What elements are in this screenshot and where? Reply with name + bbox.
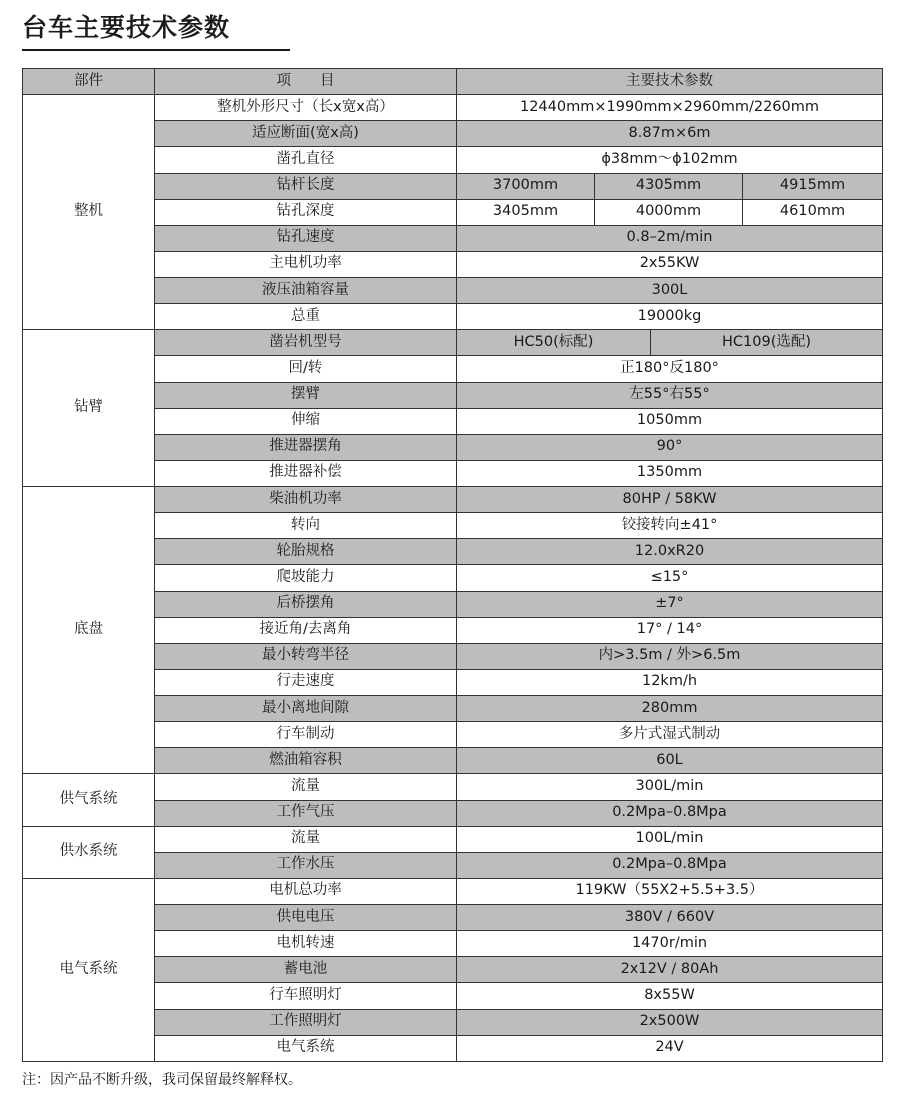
item-cell: 总重 xyxy=(155,304,457,330)
item-cell: 最小转弯半径 xyxy=(155,643,457,669)
table-row xyxy=(23,878,883,904)
item-cell: 后桥摆角 xyxy=(155,591,457,617)
item-cell: 行车制动 xyxy=(155,722,457,748)
item-cell: 工作照明灯 xyxy=(155,1009,457,1035)
title-underline xyxy=(22,49,290,51)
value-cell: 2x12V / 80Ah xyxy=(457,957,883,983)
value-cell: 280mm xyxy=(457,696,883,722)
page-title: 台车主要技术参数 xyxy=(22,13,231,42)
value-cell: 12.0xR20 xyxy=(457,539,883,565)
item-cell: 转向 xyxy=(155,513,457,539)
value-subcell: 3700mm xyxy=(492,177,559,194)
item-cell: 接近角/去离角 xyxy=(155,617,457,643)
value-subcell: 4000mm xyxy=(594,200,742,225)
item-cell: 凿岩机型号 xyxy=(155,330,457,356)
value-cell xyxy=(457,199,883,225)
value-cell: 80HP / 58KW xyxy=(457,487,883,513)
table-row xyxy=(23,95,883,121)
value-cell: 100L/min xyxy=(457,826,883,852)
header-value: 主要技术参数 xyxy=(457,69,883,95)
value-cell: 380V / 660V xyxy=(457,905,883,931)
value-cell: 2x500W xyxy=(457,1009,883,1035)
table-header-row xyxy=(23,69,883,95)
spec-table xyxy=(22,68,883,1062)
table-row xyxy=(23,826,883,852)
value-cell: 12km/h xyxy=(457,669,883,695)
item-cell: 推进器补偿 xyxy=(155,460,457,486)
item-cell: 轮胎规格 xyxy=(155,539,457,565)
item-cell: 钻孔深度 xyxy=(155,199,457,225)
value-cell: 90° xyxy=(457,434,883,460)
item-cell: 电气系统 xyxy=(155,1035,457,1061)
item-cell: 工作气压 xyxy=(155,800,457,826)
value-cell: 1350mm xyxy=(457,460,883,486)
footnote: 注：因产品不断升级，我司保留最终解释权。 xyxy=(22,1072,302,1088)
value-cell: 300L xyxy=(457,278,883,304)
category-cell: 整机 xyxy=(23,95,155,330)
item-cell: 流量 xyxy=(155,826,457,852)
value-cell: 正180°反180° xyxy=(457,356,883,382)
value-cell: 2x55KW xyxy=(457,251,883,277)
value-cell: 0.2Mpa–0.8Mpa xyxy=(457,852,883,878)
item-cell: 钻杆长度 xyxy=(155,173,457,199)
header-part: 部件 xyxy=(23,69,155,95)
value-subcell: 3405mm xyxy=(492,203,559,220)
value-cell: 19000kg xyxy=(457,304,883,330)
category-cell: 供气系统 xyxy=(23,774,155,826)
item-cell: 电机转速 xyxy=(155,931,457,957)
item-cell: 摆臂 xyxy=(155,382,457,408)
value-subcell: HC109(选配) xyxy=(650,330,882,355)
item-cell: 液压油箱容量 xyxy=(155,278,457,304)
value-subcell: 4915mm xyxy=(742,174,882,199)
item-cell: 钻孔速度 xyxy=(155,225,457,251)
value-subcell: HC50(标配) xyxy=(513,333,594,350)
value-cell: ±7° xyxy=(457,591,883,617)
category-cell: 电气系统 xyxy=(23,878,155,1061)
value-cell: 12440mm×1990mm×2960mm/2260mm xyxy=(457,95,883,121)
value-cell: 60L xyxy=(457,748,883,774)
value-cell: 1470r/min xyxy=(457,931,883,957)
value-cell: ≤15° xyxy=(457,565,883,591)
value-cell xyxy=(457,330,883,356)
value-cell: 0.8–2m/min xyxy=(457,225,883,251)
category-cell: 底盘 xyxy=(23,487,155,774)
value-cell: ϕ38mm～ϕ102mm xyxy=(457,147,883,173)
value-subcell: 4610mm xyxy=(742,200,882,225)
item-cell: 燃油箱容积 xyxy=(155,748,457,774)
item-cell: 柴油机功率 xyxy=(155,487,457,513)
item-cell: 爬坡能力 xyxy=(155,565,457,591)
item-cell: 适应断面(宽x高) xyxy=(155,121,457,147)
value-cell: 铰接转向±41° xyxy=(457,513,883,539)
item-cell: 整机外形尺寸（长x宽x高） xyxy=(155,95,457,121)
item-cell: 最小离地间隙 xyxy=(155,696,457,722)
value-cell xyxy=(457,173,883,199)
table-row xyxy=(23,330,883,356)
table-row xyxy=(23,774,883,800)
value-cell: 0.2Mpa–0.8Mpa xyxy=(457,800,883,826)
value-cell: 300L/min xyxy=(457,774,883,800)
item-cell: 行走速度 xyxy=(155,669,457,695)
item-cell: 供电电压 xyxy=(155,905,457,931)
item-cell: 推进器摆角 xyxy=(155,434,457,460)
value-cell: 119KW（55X2+5.5+3.5） xyxy=(457,878,883,904)
value-cell: 24V xyxy=(457,1035,883,1061)
item-cell: 回/转 xyxy=(155,356,457,382)
table-row xyxy=(23,487,883,513)
item-cell: 伸缩 xyxy=(155,408,457,434)
value-cell: 8.87m×6m xyxy=(457,121,883,147)
header-item: 项 目 xyxy=(155,69,457,95)
value-cell: 8x55W xyxy=(457,983,883,1009)
category-cell: 钻臂 xyxy=(23,330,155,487)
value-cell: 1050mm xyxy=(457,408,883,434)
item-cell: 主电机功率 xyxy=(155,251,457,277)
item-cell: 行车照明灯 xyxy=(155,983,457,1009)
item-cell: 流量 xyxy=(155,774,457,800)
value-subcell: 4305mm xyxy=(594,174,742,199)
item-cell: 凿孔直径 xyxy=(155,147,457,173)
value-cell: 内>3.5m / 外>6.5m xyxy=(457,643,883,669)
category-cell: 供水系统 xyxy=(23,826,155,878)
item-cell: 蓄电池 xyxy=(155,957,457,983)
item-cell: 工作水压 xyxy=(155,852,457,878)
item-cell: 电机总功率 xyxy=(155,878,457,904)
value-cell: 左55°右55° xyxy=(457,382,883,408)
value-cell: 多片式湿式制动 xyxy=(457,722,883,748)
value-cell: 17° / 14° xyxy=(457,617,883,643)
